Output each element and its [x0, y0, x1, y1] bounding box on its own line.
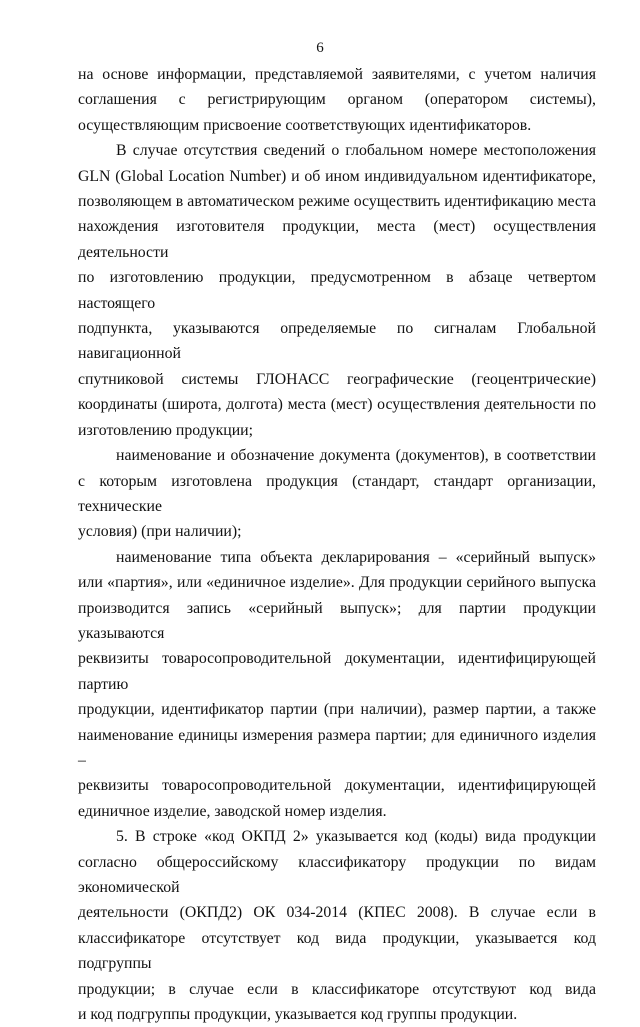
text-line: на основе информации, представляемой заявителями, с учетом наличия — [78, 66, 596, 83]
text-line: и код подгруппы продукции, указывается код группы продукции. — [78, 1006, 518, 1024]
text-line: соглашения с регистрирующим органом (оператором системы), — [78, 91, 596, 109]
paragraph — [78, 545, 596, 824]
text-line: реквизиты товаросопроводительной документации, идентифицирующей партию — [78, 650, 596, 693]
text-line: наименование единицы измерения размера партии; для единичного изделия – — [78, 726, 596, 769]
paragraph — [78, 443, 596, 545]
text-line: производится запись «серийный выпуск»; для партии продукции указываются — [78, 599, 596, 642]
text-line: единичное изделие, заводской номер изделия. — [78, 802, 387, 820]
text-line: наименование и обозначение документа (документов), в соответствии — [116, 447, 596, 465]
text-line: по изготовлению продукции, предусмотренном в абзаце четвертом настоящего — [78, 269, 596, 312]
text-line: координаты (широта, долгота) места (мест) осуществления деятельности по — [78, 396, 596, 414]
text-line: осуществляющим присвоение соответствующих идентификаторов. — [78, 116, 532, 134]
text-line: позволяющем в автоматическом режиме осуществить идентификацию места — [78, 193, 596, 211]
text-line: подпункта, указываются определяемые по сигналам Глобальной навигационной — [78, 320, 596, 363]
text-line: 5. В строке «код ОКПД 2» указывается код (коды) вида продукции — [116, 828, 596, 846]
text-line: условия) (при наличии); — [78, 523, 242, 541]
text-line: или «партия», или «единичное изделие». Для продукции серийного выпуска — [78, 574, 596, 592]
text-line: спутниковой системы ГЛОНАСС географические (геоцентрические) — [78, 370, 596, 388]
text-line: с которым изготовлена продукция (стандарт, стандарт организации, технические — [78, 472, 596, 515]
paragraph — [78, 824, 596, 1027]
text-line: реквизиты товаросопроводительной документации, идентифицирующей — [78, 777, 596, 795]
page-number: 6 — [316, 40, 324, 56]
text-line: В случае отсутствия сведений о глобальном номере местоположения — [116, 142, 596, 160]
text-line: классификаторе отсутствует код вида продукции, указывается код подгруппы — [78, 929, 596, 973]
text-line: деятельности (ОКПД2) ОК 034-2014 (КПЕС 2008). В случае если в — [78, 904, 596, 922]
text-line: нахождения изготовителя продукции, места (мест) осуществления деятельности — [78, 218, 596, 261]
text-line: продукции; в случае если в классификаторе отсутствуют код вида — [78, 980, 596, 998]
text-line: изготовлению продукции; — [78, 421, 254, 439]
text-line: продукции, идентификатор партии (при наличии), размер партии, а также — [78, 701, 596, 719]
document-body — [78, 62, 596, 1027]
text-line: GLN (Global Location Number) и об ином индивидуальном идентификаторе, — [78, 167, 596, 185]
text-line: наименование типа объекта декларирования – «серийный выпуск» — [116, 548, 596, 566]
paragraph — [78, 138, 596, 443]
text-line: согласно общероссийскому классификатору продукции по видам экономической — [78, 853, 596, 896]
paragraph — [78, 62, 596, 138]
